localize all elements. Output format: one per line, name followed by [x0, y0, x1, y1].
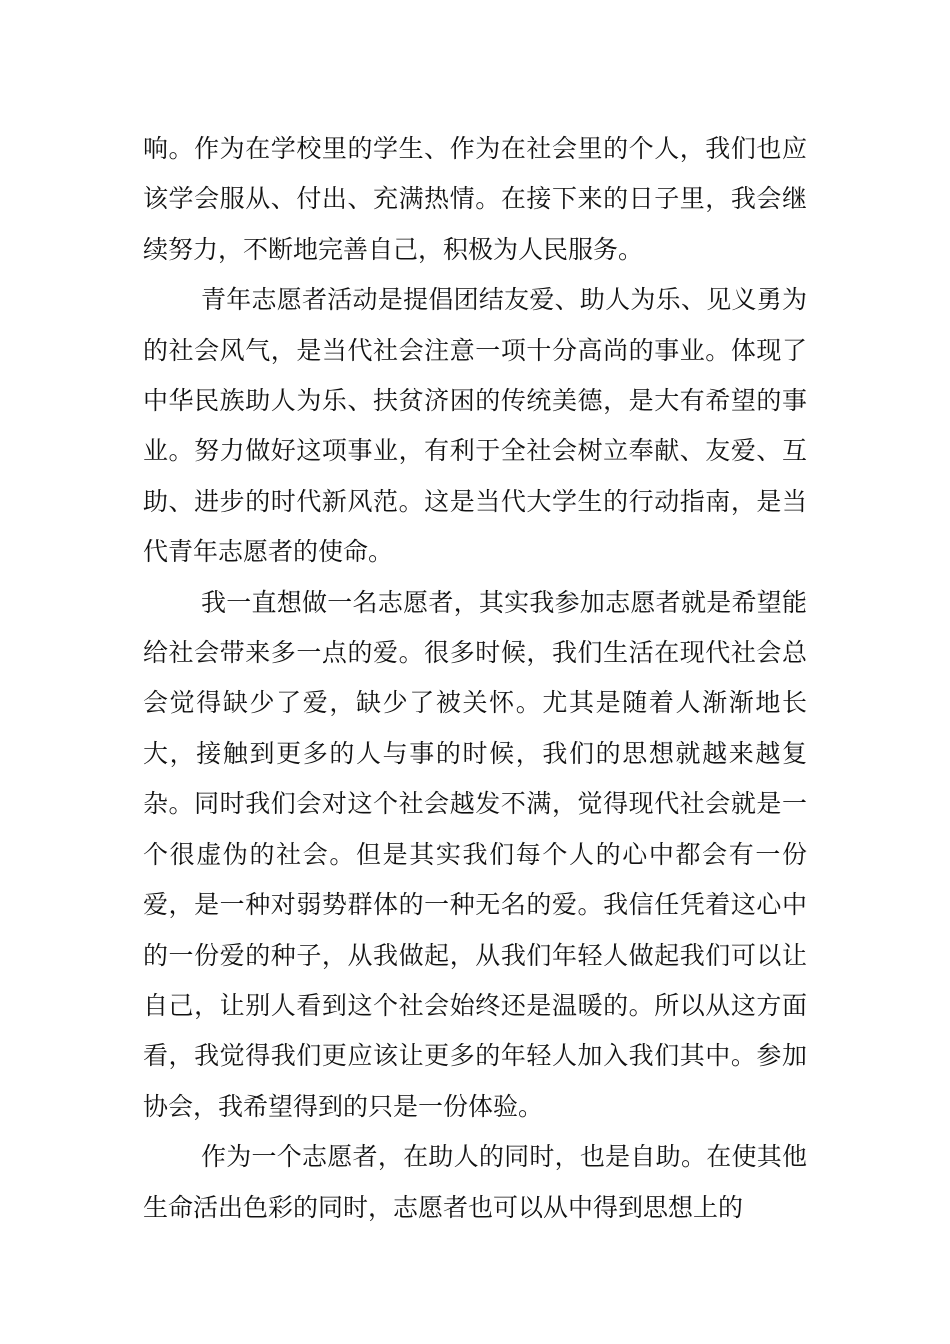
document-body: [143, 124, 807, 1233]
paragraph-youth-volunteer-activity: 青年志愿者活动是提倡团结友爱、助人为乐、见义勇为的社会风气，是当代社会注意一项十分高尚的事业。体现了中华民族助人为乐、扶贫济困的传统美德，是大有希望的事业。努力做好这项事业，有利于全社会树立奉献、友爱、互助、进步的时代新风范。这是当代大学生的行动指南，是当代青年志愿者的使命。: [143, 285, 807, 567]
paragraph-continuation: 响。作为在学校里的学生、作为在社会里的个人，我们也应该学会服从、付出、充满热情。在接下来的日子里，我会继续努力，不断地完善自己，积极为人民服务。: [143, 134, 807, 264]
paragraph-helping-others: 作为一个志愿者，在助人的同时，也是自助。在使其他生命活出色彩的同时，志愿者也可以从中得到思想上的: [143, 1142, 807, 1222]
paragraph-wish-to-volunteer: 我一直想做一名志愿者，其实我参加志愿者就是希望能给社会带来多一点的爱。很多时候，我们生活在现代社会总会觉得缺少了爱，缺少了被关怀。尤其是随着人渐渐地长大，接触到更多的人与事的时候，我们的思想就越来越复杂。同时我们会对这个社会越发不满，觉得现代社会就是一个很虚伪的社会。但是其实我们每个人的心中都会有一份爱，是一种对弱势群体的一种无名的爱。我信任凭着这心中的一份爱的种子，从我做起，从我们年轻人做起我们可以让自己，让别人看到这个社会始终还是温暖的。所以从这方面看，我觉得我们更应该让更多的年轻人加入我们其中。参加协会，我希望得到的只是一份体验。: [143, 587, 807, 1121]
